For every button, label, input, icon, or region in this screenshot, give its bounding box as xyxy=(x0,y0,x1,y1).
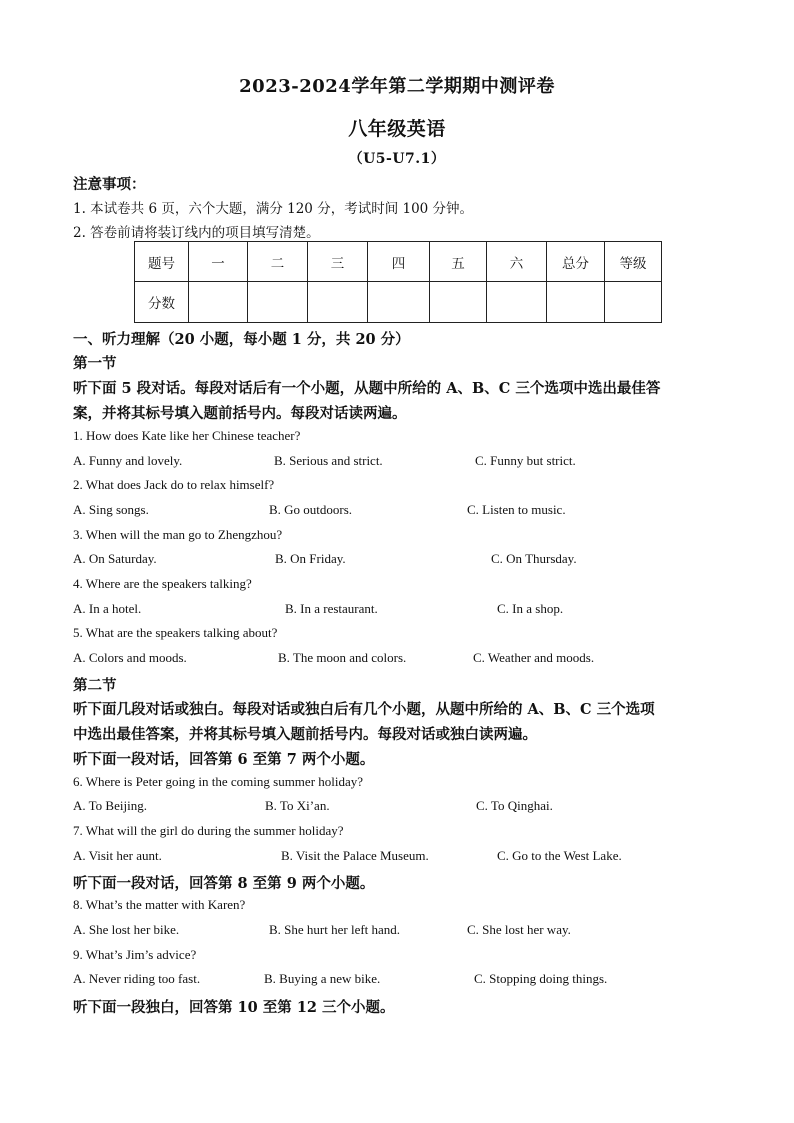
option-b: B. Go outdoors. xyxy=(269,502,353,517)
score-input-cell xyxy=(547,282,605,323)
score-table xyxy=(134,241,662,323)
part2-instruction: 听下面几段对话或独白。每段对话或独白后有几个小题，从题中所给的 A、B、C 三个选项 xyxy=(73,701,655,718)
option-a: A. To Beijing. xyxy=(73,798,147,813)
question-stem: 8. What’s the matter with Karen? xyxy=(73,897,246,912)
score-cell: 二 xyxy=(248,242,308,282)
notice-heading: 注意事项： xyxy=(73,176,146,193)
score-input-cell xyxy=(189,282,248,323)
option-b: B. Visit the Palace Museum. xyxy=(281,848,429,863)
part1-label: 第一节 xyxy=(73,355,117,372)
option-c: C. Weather and moods. xyxy=(473,650,595,665)
question-stem: 7. What will the girl do during the summer holiday? xyxy=(73,823,344,838)
question-stem: 6. Where is Peter going in the coming summer holiday? xyxy=(73,774,364,789)
option-b: B. To Xi’an. xyxy=(265,798,330,813)
option-c: C. Stopping doing things. xyxy=(474,971,608,986)
score-cell: 等级 xyxy=(605,242,662,282)
score-input-cell xyxy=(368,282,430,323)
score-cell: 四 xyxy=(368,242,430,282)
option-a: A. Sing songs. xyxy=(73,502,149,517)
score-cell: 六 xyxy=(487,242,547,282)
option-a: A. She lost her bike. xyxy=(73,922,180,937)
score-cell: 一 xyxy=(189,242,248,282)
option-b: B. She hurt her left hand. xyxy=(269,922,401,937)
option-b: B. In a restaurant. xyxy=(285,601,378,616)
part1-instruction: 案，并将其标号填入题前括号内。每段对话读两遍。 xyxy=(73,405,407,422)
option-b: B. Buying a new bike. xyxy=(264,971,381,986)
option-a: A. Visit her aunt. xyxy=(73,848,162,863)
question-stem: 5. What are the speakers talking about? xyxy=(73,625,278,640)
exam-subtitle: 八年级英语 xyxy=(348,118,446,140)
score-table-header-row xyxy=(135,242,662,282)
dialogue-group-heading: 听下面一段对话，回答第 6 至第 7 两个小题。 xyxy=(73,751,375,768)
part1-instruction: 听下面 5 段对话。每段对话后有一个小题，从题中所给的 A、B、C 三个选项中选出最佳答 xyxy=(73,380,661,397)
option-c: C. On Thursday. xyxy=(491,551,577,566)
option-b: B. On Friday. xyxy=(275,551,346,566)
question-stem: 9. What’s Jim’s advice? xyxy=(73,947,197,962)
score-cell: 题号 xyxy=(135,242,189,282)
score-input-cell xyxy=(605,282,662,323)
score-table-score-row xyxy=(135,282,662,323)
score-input-cell xyxy=(248,282,308,323)
score-input-cell xyxy=(308,282,368,323)
score-cell: 三 xyxy=(308,242,368,282)
score-row-label: 分数 xyxy=(135,282,189,323)
question-stem: 1. How does Kate like her Chinese teacher? xyxy=(73,428,301,443)
option-c: C. To Qinghai. xyxy=(476,798,553,813)
score-input-cell xyxy=(430,282,487,323)
question-stem: 3. When will the man go to Zhengzhou? xyxy=(73,527,283,542)
option-a: A. Funny and lovely. xyxy=(73,453,183,468)
option-b: B. The moon and colors. xyxy=(278,650,407,665)
exam-scope: （U5-U7.1） xyxy=(348,151,446,167)
option-c: C. Go to the West Lake. xyxy=(497,848,622,863)
option-c: C. In a shop. xyxy=(497,601,564,616)
notice-item-2: 2. 答卷前请将装订线内的项目填写清楚。 xyxy=(73,225,320,241)
option-a: A. In a hotel. xyxy=(73,601,142,616)
option-a: A. On Saturday. xyxy=(73,551,157,566)
dialogue-group-heading: 听下面一段独白，回答第 10 至第 12 三个小题。 xyxy=(73,999,395,1016)
dialogue-group-heading: 听下面一段对话，回答第 8 至第 9 两个小题。 xyxy=(73,875,375,892)
question-stem: 4. Where are the speakers talking? xyxy=(73,576,252,591)
score-cell: 总分 xyxy=(547,242,605,282)
score-input-cell xyxy=(487,282,547,323)
option-b: B. Serious and strict. xyxy=(274,453,383,468)
option-c: C. Listen to music. xyxy=(467,502,566,517)
score-cell: 五 xyxy=(430,242,487,282)
notice-item-1: 1. 本试卷共 6 页，六个大题，满分 120 分，考试时间 100 分钟。 xyxy=(73,201,474,217)
option-c: C. She lost her way. xyxy=(467,922,571,937)
option-a: A. Never riding too fast. xyxy=(73,971,201,986)
question-stem: 2. What does Jack do to relax himself? xyxy=(73,477,275,492)
exam-title: 2023-2024学年第二学期期中测评卷 xyxy=(239,76,555,97)
part2-label: 第二节 xyxy=(73,677,117,694)
option-a: A. Colors and moods. xyxy=(73,650,187,665)
part2-instruction: 中选出最佳答案，并将其标号填入题前括号内。每段对话或独白读两遍。 xyxy=(73,726,537,743)
option-c: C. Funny but strict. xyxy=(475,453,576,468)
section-title: 一、听力理解（20 小题，每小题 1 分，共 20 分） xyxy=(73,331,410,348)
